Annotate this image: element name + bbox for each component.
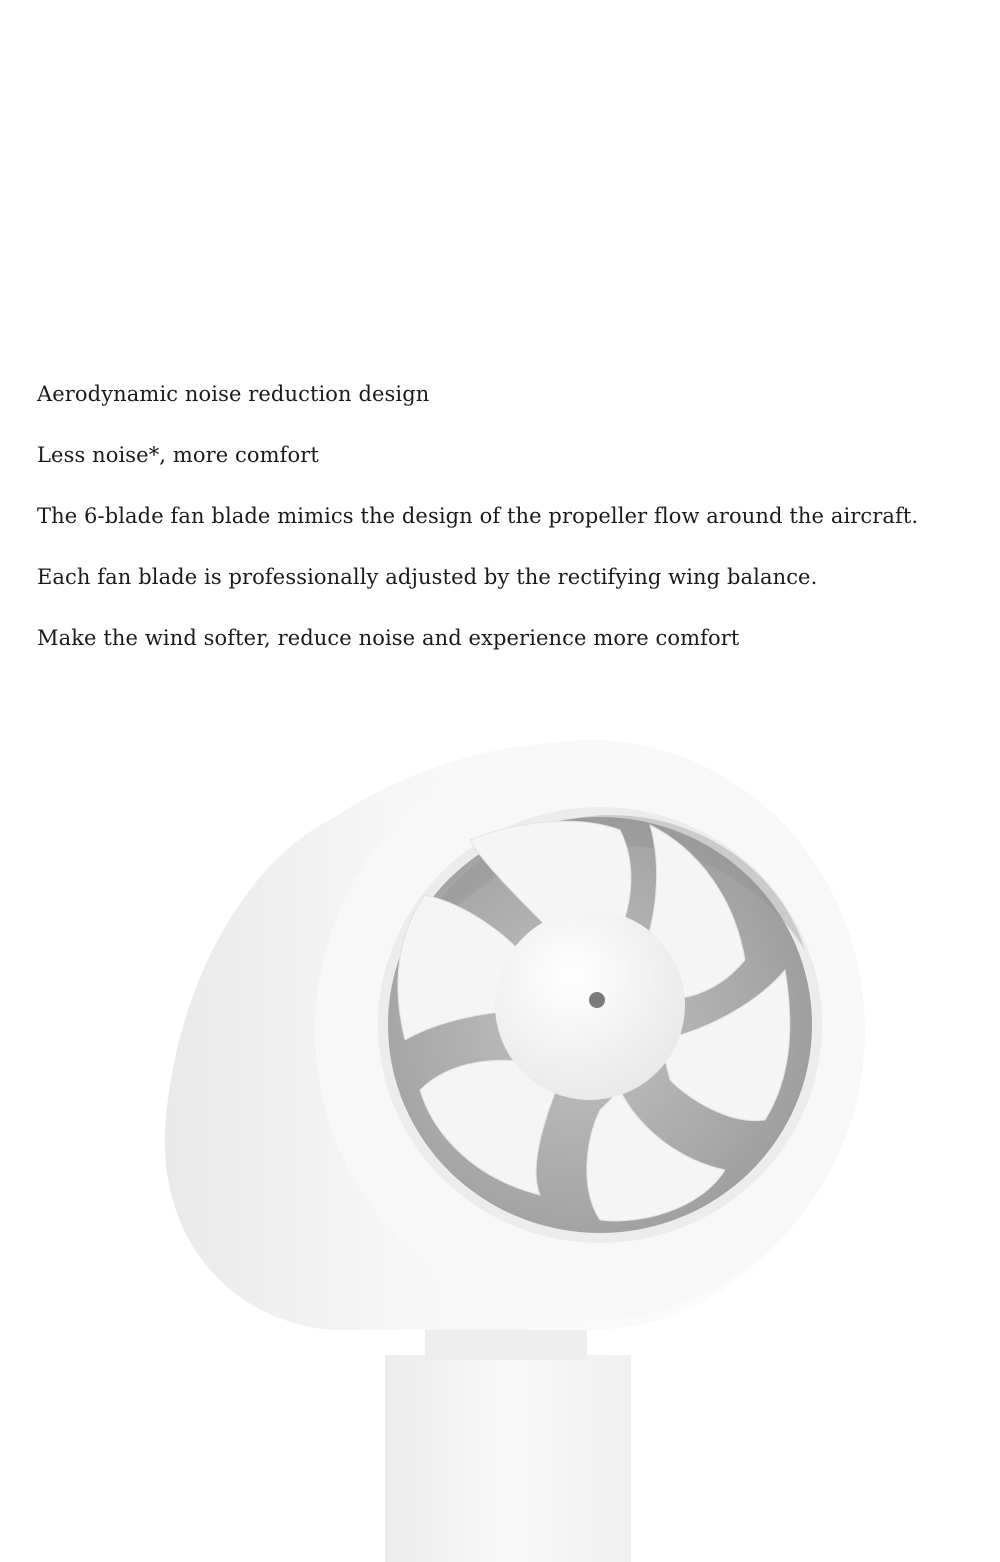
handle (385, 1300, 631, 1562)
description-line-3: Make the wind softer, reduce noise and experience more comfort (37, 626, 740, 650)
description-line-2: Each fan blade is professionally adjusted by the rectifying wing balance. (37, 565, 818, 589)
subheadline: Less noise*, more comfort (37, 443, 319, 467)
handheld-fan-image (0, 700, 1000, 1562)
feature-copy (37, 380, 967, 685)
headline: Aerodynamic noise reduction design (37, 382, 430, 406)
description-line-1: The 6-blade fan blade mimics the design of the propeller flow around the aircraft. (37, 504, 919, 528)
fan-hub (495, 910, 685, 1100)
